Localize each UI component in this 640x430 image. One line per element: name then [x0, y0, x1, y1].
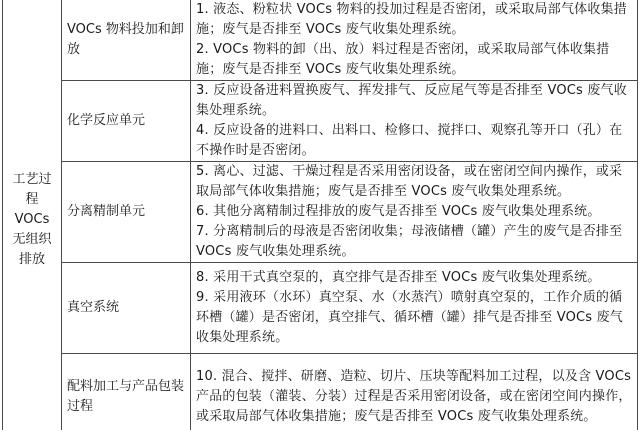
requirement-item: 10. 混合、搅拌、研磨、造粒、切片、压块等配料加工过程，以及含 VOCs 产品的包装（灌装、分装）过程是否采用密闭设备，或在密闭空间内操作，或采取局部气体收集措施；废气是否排至 VOCs 废气收集处理系统。	[196, 369, 632, 424]
requirement-item: 9. 采用液环（水环）真空泵、水（水蒸汽）喷射真空泵的，工作介质的循环槽（罐）是否密闭，真空排气、循环槽（罐）排气是否排至 VOCs 废气收集处理系统。	[196, 290, 624, 345]
table-row	[3, 81, 638, 162]
requirements-cell	[191, 162, 638, 263]
table-row	[3, 354, 638, 430]
checklist-table	[2, 0, 638, 430]
requirement-item: 6. 其他分离精制过程排放的废气是否排至 VOCs 废气收集处理系统。	[196, 204, 601, 219]
unit-cell: 化学反应单元	[62, 81, 191, 162]
requirements-cell	[191, 0, 638, 81]
requirement-item: 8. 采用干式真空泵的，真空排气是否排至 VOCs 废气收集处理系统。	[196, 270, 601, 285]
table-row	[3, 162, 638, 263]
requirement-item: 3. 反应设备进料置换废气、挥发排气、反应尾气等是否排至 VOCs 废气收集处理系统。	[196, 83, 627, 118]
table-row	[3, 263, 638, 354]
requirements-cell	[191, 263, 638, 354]
unit-cell: 配料加工与产品包装过程	[62, 354, 191, 430]
requirement-item: 4. 反应设备的进料口、出料口、检修口、搅拌口、观察孔等开口（孔）在不操作时是否密闭。	[196, 123, 623, 158]
table-row	[3, 0, 638, 81]
requirements-cell	[191, 81, 638, 162]
requirement-item: 1. 液态、粉粒状 VOCs 物料的投加过程是否密闭，或采取局部气体收集措施；废气是否排至 VOCs 废气收集处理系统。	[196, 2, 627, 37]
requirement-item: 7. 分离精制后的母液是否密闭收集；母液储槽（罐）产生的废气是否排至 VOCs 废气收集处理系统。	[196, 224, 623, 259]
checklist-document	[2, 0, 638, 430]
category-cell: 工艺过程 VOCs 无组织排放	[3, 0, 62, 430]
unit-cell: VOCs 物料投加和卸放	[62, 0, 191, 81]
requirement-item: 2. VOCs 物料的卸（出、放）料过程是否密闭，或采取局部气体收集措施；废气是否排至 VOCs 废气收集处理系统。	[196, 42, 610, 77]
unit-cell: 分离精制单元	[62, 162, 191, 263]
unit-cell: 真空系统	[62, 263, 191, 354]
requirements-cell	[191, 354, 638, 430]
requirement-item: 5. 离心、过滤、干燥过程是否采用密闭设备，或在密闭空间内操作，或采取局部气体收集措施；废气是否排至 VOCs 废气收集处理系统。	[196, 164, 623, 199]
